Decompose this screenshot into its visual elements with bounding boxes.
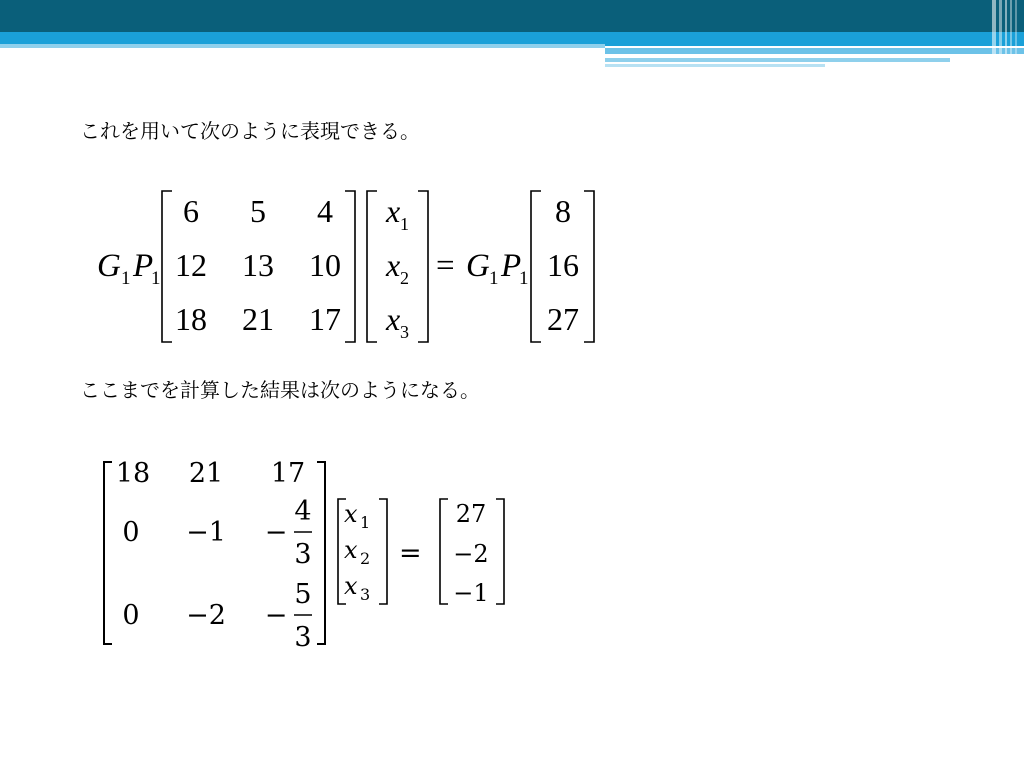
fraction-denominator: 3	[294, 622, 312, 653]
matrix-2-cell: 17	[270, 458, 306, 489]
matrix-1-cell: 21	[242, 301, 274, 337]
matrix-1-cell: 17	[309, 301, 341, 337]
matrix-2-cell: 0	[122, 600, 140, 631]
rhs-factor-p-subscript: 1	[519, 268, 529, 289]
rhs-vector-entry: 27	[455, 500, 487, 528]
matrix-2-cell: 0	[122, 517, 140, 548]
fraction-minus-sign: −	[264, 517, 288, 548]
matrix-1-cell: 10	[309, 247, 341, 283]
vector-x-subscript: 1	[400, 214, 409, 234]
vector-x-subscript: 3	[400, 322, 409, 342]
matrix-1-cell: 13	[242, 247, 274, 283]
vector-x-entry: x	[386, 193, 401, 229]
rhs-vector-entry: 8	[555, 193, 571, 229]
matrix-2-cell: 21	[188, 458, 224, 489]
rhs-factor-p: P	[501, 248, 522, 284]
matrix-2-cell: 18	[115, 458, 151, 489]
lhs-factor-g-subscript: 1	[121, 268, 131, 289]
rhs-vector-entry: −1	[453, 579, 489, 607]
fraction-denominator: 3	[294, 539, 312, 570]
lhs-factor-p-subscript: 1	[151, 268, 161, 289]
result-intro-text: ここまでを計算した結果は次のようになる。	[80, 378, 480, 402]
vector-x-subscript: 3	[360, 585, 371, 604]
vector-x-entry: x	[344, 536, 358, 564]
vector-x-subscript: 2	[400, 268, 409, 288]
lhs-factor-p: P	[133, 248, 154, 284]
matrix-2	[116, 458, 312, 653]
equals-sign: =	[399, 538, 422, 569]
rhs-factor-g-subscript: 1	[489, 268, 499, 289]
equals-sign: =	[436, 248, 455, 284]
vector-x-2	[344, 500, 370, 604]
matrix-2-cell: −1	[186, 517, 226, 548]
matrix-2-cell: −2	[186, 600, 226, 631]
matrix-1-cell: 12	[175, 247, 207, 283]
fraction-minus-sign: −	[264, 600, 288, 631]
vector-x-subscript: 1	[360, 513, 371, 532]
rhs-vector-entry: −2	[453, 540, 489, 568]
rhs-vector-entry: 27	[547, 301, 579, 337]
vector-x-entry: x	[386, 301, 401, 337]
matrix-1-cell: 6	[183, 193, 199, 229]
rhs-vector-2	[453, 500, 488, 607]
matrix-1-cell: 4	[317, 193, 333, 229]
vector-x-entry: x	[386, 247, 401, 283]
fraction-numerator: 5	[294, 579, 312, 610]
vector-x-entry: x	[344, 500, 358, 528]
rhs-factor-g: G	[466, 248, 490, 284]
vector-x-subscript: 2	[360, 549, 371, 568]
rhs-vector-entry: 16	[547, 247, 579, 283]
lhs-factor-g: G	[97, 248, 121, 284]
fraction-numerator: 4	[294, 496, 312, 527]
matrix-1-cell: 5	[250, 193, 266, 229]
matrix-1-cell: 18	[175, 301, 207, 337]
vector-x-entry: x	[344, 572, 358, 600]
intro-text: これを用いて次のように表現できる。	[80, 119, 420, 143]
